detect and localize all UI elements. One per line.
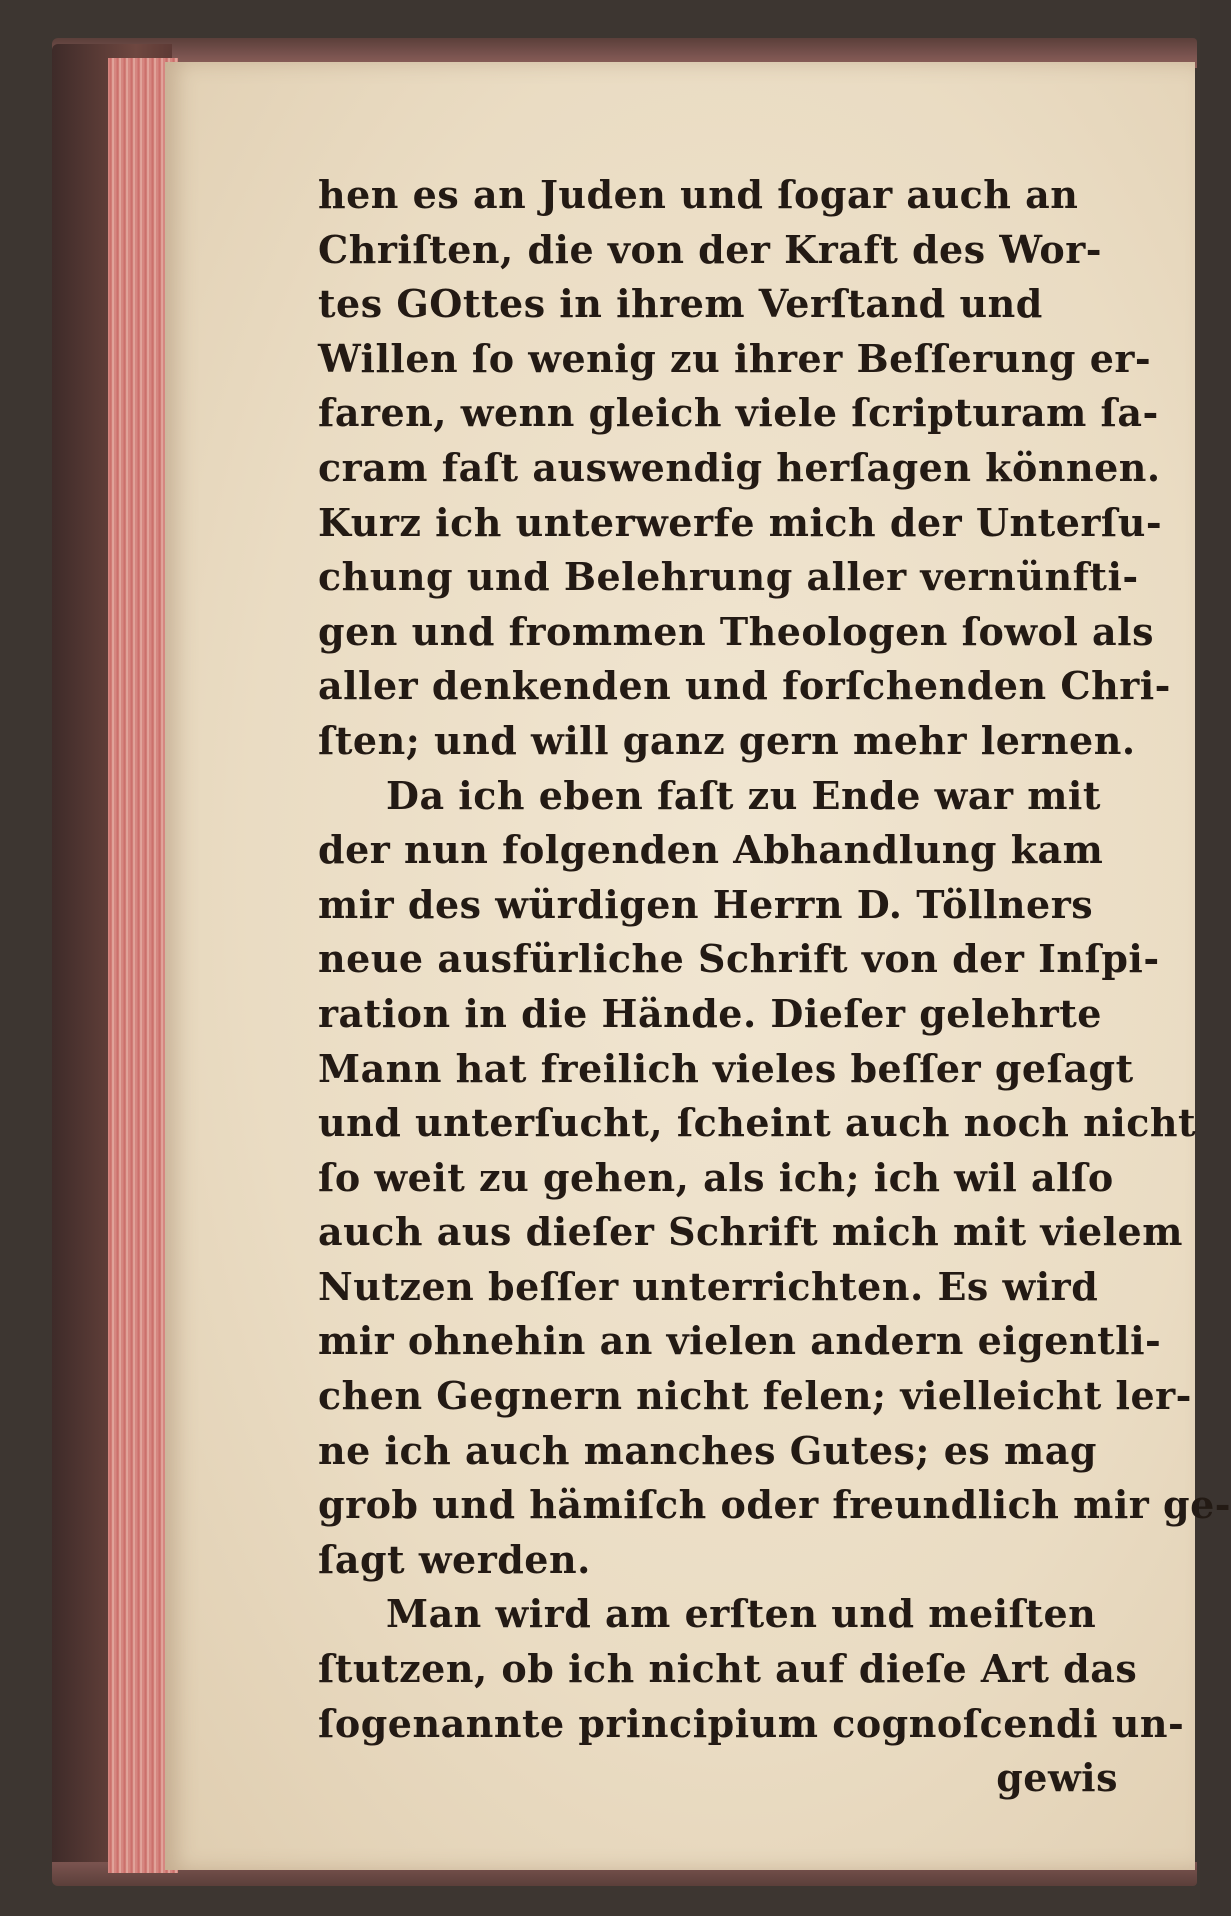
text-line: Mann hat freilich vieles beſſer geſagt — [318, 1045, 1134, 1091]
text-line: auch aus dieſer Schrift mich mit vielem — [318, 1209, 1183, 1255]
text-line: aller denkenden und forſchenden Chri- — [318, 663, 1171, 709]
text-line: grob und hämiſch oder freundlich mir ge- — [318, 1482, 1231, 1528]
text-line: tes GOttes in ihrem Verſtand und — [318, 281, 1043, 327]
page-text-block — [318, 168, 1231, 1806]
paragraph-start-line: Man wird am erſten und meiſten — [386, 1591, 1097, 1637]
text-line: Willen ſo wenig zu ihrer Beſſerung er- — [318, 335, 1152, 381]
catchword: gewis — [996, 1755, 1118, 1801]
text-line: ſagt werden. — [318, 1536, 591, 1582]
text-line: Chriſten, die von der Kraft des Wor- — [318, 226, 1103, 272]
text-line: und unterſucht, ſcheint auch noch nicht — [318, 1100, 1197, 1146]
text-line: Kurz ich unterwerfe mich der Unterſu- — [318, 499, 1163, 545]
text-line: ſten; und will ganz gern mehr lernen. — [318, 717, 1136, 763]
text-line: neue ausfürliche Schrift von der Inſpi- — [318, 936, 1160, 982]
paragraph-start-line: Da ich eben faſt zu Ende war mit — [386, 772, 1101, 818]
text-line: faren, wenn gleich viele ſcripturam ſa- — [318, 390, 1159, 436]
text-line: der nun folgenden Abhandlung kam — [318, 827, 1104, 873]
text-line: chung und Belehrung aller vernünfti- — [318, 554, 1139, 600]
text-line: Nutzen beſſer unterrichten. Es wird — [318, 1263, 1099, 1309]
text-line: gen und frommen Theologen ſowol als — [318, 608, 1155, 654]
text-line: ration in die Hände. Dieſer gelehrte — [318, 990, 1102, 1036]
text-line: ſo weit zu gehen, als ich; ich wil alſo — [318, 1154, 1114, 1200]
text-line: cram faſt auswendig herſagen können. — [318, 444, 1161, 490]
text-line: chen Gegnern nicht felen; vielleicht ler- — [318, 1373, 1192, 1419]
text-line: mir ohnehin an vielen andern eigentli- — [318, 1318, 1162, 1364]
text-line: ſogenannte principium cognoſcendi un- — [318, 1700, 1185, 1746]
text-line: hen es an Juden und ſogar auch an — [318, 172, 1079, 217]
text-line: ne ich auch manches Gutes; es mag — [318, 1427, 1097, 1473]
text-line: ſtutzen, ob ich nicht auf dieſe Art das — [318, 1646, 1138, 1692]
text-line: mir des würdigen Herrn D. Töllners — [318, 881, 1094, 927]
